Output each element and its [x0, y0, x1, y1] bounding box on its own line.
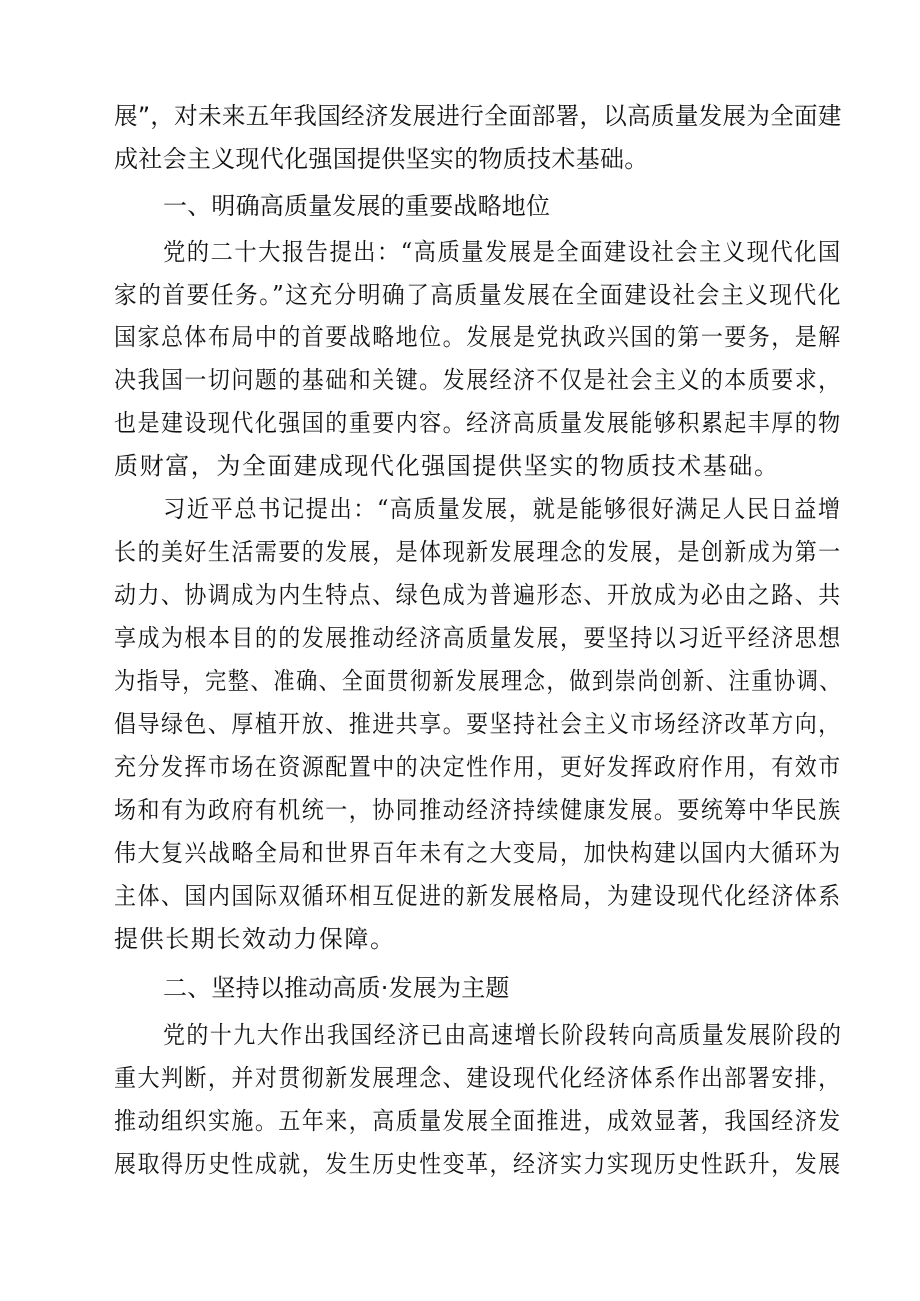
s1-p2-line-8: 场和有为政府有机统一，协同推动经济持续健康发展。要统筹中华民族 — [114, 796, 842, 824]
section-1-heading: 一、明确高质量发展的重要战略地位 — [163, 192, 551, 220]
s1-p1-line-5: 也是建设现代化强国的重要内容。经济高质量发展能够积累起丰厚的物 — [114, 409, 842, 437]
s1-p2-line-7: 充分发挥市场在资源配置中的决定性作用，更好发挥政府作用，有效市 — [114, 753, 842, 781]
s2-p1-line-1: 党的十九大作出我国经济已由高速增长阶段转向高质量发展阶段的 — [163, 1021, 843, 1049]
s1-p2-line-5: 为指导，完整、准确、全面贯彻新发展理念，做到崇尚创新、注重协调、 — [114, 667, 843, 695]
s1-p1-line-4: 决我国一切问题的基础和关键。发展经济不仅是社会主义的本质要求， — [114, 366, 842, 394]
s1-p2-line-9: 伟大复兴战略全局和世界百年未有之大变局，加快构建以国内大循环为 — [114, 839, 842, 867]
section-2-heading: 二、坚持以推动高质·发展为主题 — [163, 974, 510, 1002]
s1-p1-line-2: 家的首要任务。”这充分明确了高质量发展在全面建设社会主义现代化 — [114, 281, 842, 309]
s2-p1-line-2: 重大判断，并对贯彻新发展理念、建设现代化经济体系作出部署安排， — [114, 1064, 842, 1092]
s1-p2-line-1: 习近平总书记提出：“高质量发展，就是能够很好满足人民日益增 — [163, 495, 842, 523]
s2-p1-line-3: 推动组织实施。五年来，高质量发展全面推进，成效显著，我国经济发 — [114, 1107, 842, 1135]
s1-p2-line-4: 享成为根本目的的发展推动经济高质量发展，要坚持以习近平经济思想 — [114, 624, 842, 652]
s1-p1-line-6: 质财富，为全面建成现代化强国提供坚实的物质技术基础。 — [114, 452, 780, 480]
s1-p2-line-11: 提供长期长效动力保障。 — [114, 925, 396, 953]
s1-p2-line-3: 动力、协调成为内生特点、绿色成为普遍形态、开放成为必由之路、共 — [114, 581, 842, 609]
s2-p1-line-4: 展取得历史性成就，发生历史性变革，经济实力实现历史性跃升，发展 — [114, 1150, 842, 1178]
s1-p2-line-6: 倡导绿色、厚植开放、推进共享。要坚持社会主义市场经济改革方向， — [114, 710, 842, 738]
s1-p2-line-2: 长的美好生活需要的发展，是体现新发展理念的发展，是创新成为第一 — [114, 538, 842, 566]
intro-line-1: 展”，对未来五年我国经济发展进行全面部署，以高质量发展为全面建 — [114, 102, 842, 130]
intro-line-2: 成社会主义现代化强国提供坚实的物质技术基础。 — [114, 145, 649, 173]
s1-p1-line-1: 党的二十大报告提出：“高质量发展是全面建设社会主义现代化国 — [163, 238, 842, 266]
s1-p1-line-3: 国家总体布局中的首要战略地位。发展是党执政兴国的第一要务，是解 — [114, 323, 842, 351]
s1-p2-line-10: 主体、国内国际双循环相互促进的新发展格局，为建设现代化经济体系 — [114, 882, 842, 910]
